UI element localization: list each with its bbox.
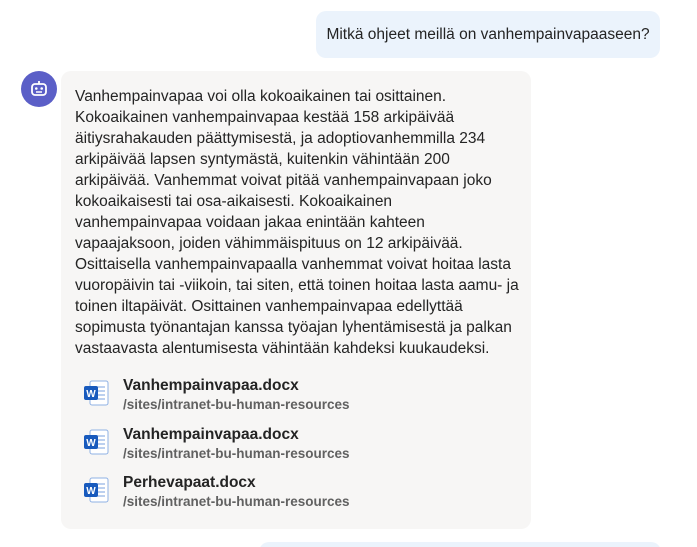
source-item[interactable] [83, 377, 503, 426]
source-file-path: /sites/intranet-bu-human-resources [123, 397, 350, 412]
source-file-path: /sites/intranet-bu-human-resources [123, 445, 350, 461]
source-list [83, 377, 503, 523]
svg-text:W: W [86, 389, 96, 400]
word-document-icon [83, 380, 109, 406]
next-message-bubble [259, 542, 661, 547]
source-file-name[interactable]: Vanhempainvapaa.docx [123, 377, 299, 394]
bot-icon [29, 79, 49, 99]
bot-message-bubble [61, 71, 531, 529]
source-item[interactable] [83, 474, 503, 523]
word-document-icon [83, 477, 109, 503]
source-item[interactable] [83, 426, 503, 475]
source-file-name[interactable]: Vanhempainvapaa.docx [123, 425, 299, 443]
source-file-name[interactable]: Perhevapaat.docx [123, 474, 256, 491]
bot-avatar [21, 71, 57, 107]
user-message-bubble [316, 11, 660, 58]
svg-text:W: W [86, 437, 96, 449]
word-document-icon [83, 429, 109, 455]
user-message-text: Mitkä ohjeet meillä on vanhempainvapaaseen? [326, 25, 650, 43]
source-file-path: /sites/intranet-bu-human-resources [123, 494, 350, 509]
bot-answer-text: Vanhempainvapaa voi olla kokoaikainen tai osittainen. Kokoaikainen vanhempainvapaa kestää 158 arkipäivää äitiysrahakauden päättymisestä, ja adoptiovanhemmilla 234 arkipäivää lapsen syntymästä, kuitenkin vähintään 200 arkipäivää. Vanhemmat voivat pitää vanhempainvapaan joko kokoaikaisesti tai osa-aikaisesti. Kokoaikainen vanhempainvapaa voidaan jakaa enintään kahteen vapaajaksoon, joiden vähimmäispituus on 12 arkipäivää. Osittaisella vanhempainvapaalla vanhemmat voivat hoitaa lasta vuoropäivin tai -viikoin, tai siten, että toinen hoitaa lasta aamu- ja toinen iltapäivät. Osittainen vanhempainvapaa edellyttää sopimusta työnantajan kanssa työajan lyhentämisestä ja palkan vastaavasta alentumisesta vähintään kahdeksi kuukaudeksi. [75, 88, 519, 357]
svg-text:W: W [86, 486, 96, 497]
